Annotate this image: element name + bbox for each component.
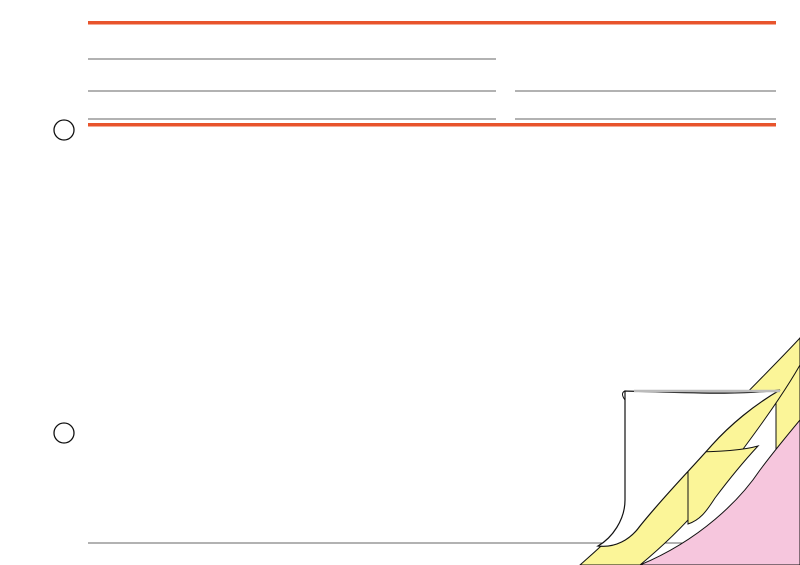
carbon-copy-corner: [580, 338, 800, 565]
top-accent-bar: [88, 21, 776, 25]
header-accent-bar: [88, 123, 776, 127]
punch-hole-top: [54, 120, 74, 140]
punch-hole-bottom: [54, 423, 74, 443]
